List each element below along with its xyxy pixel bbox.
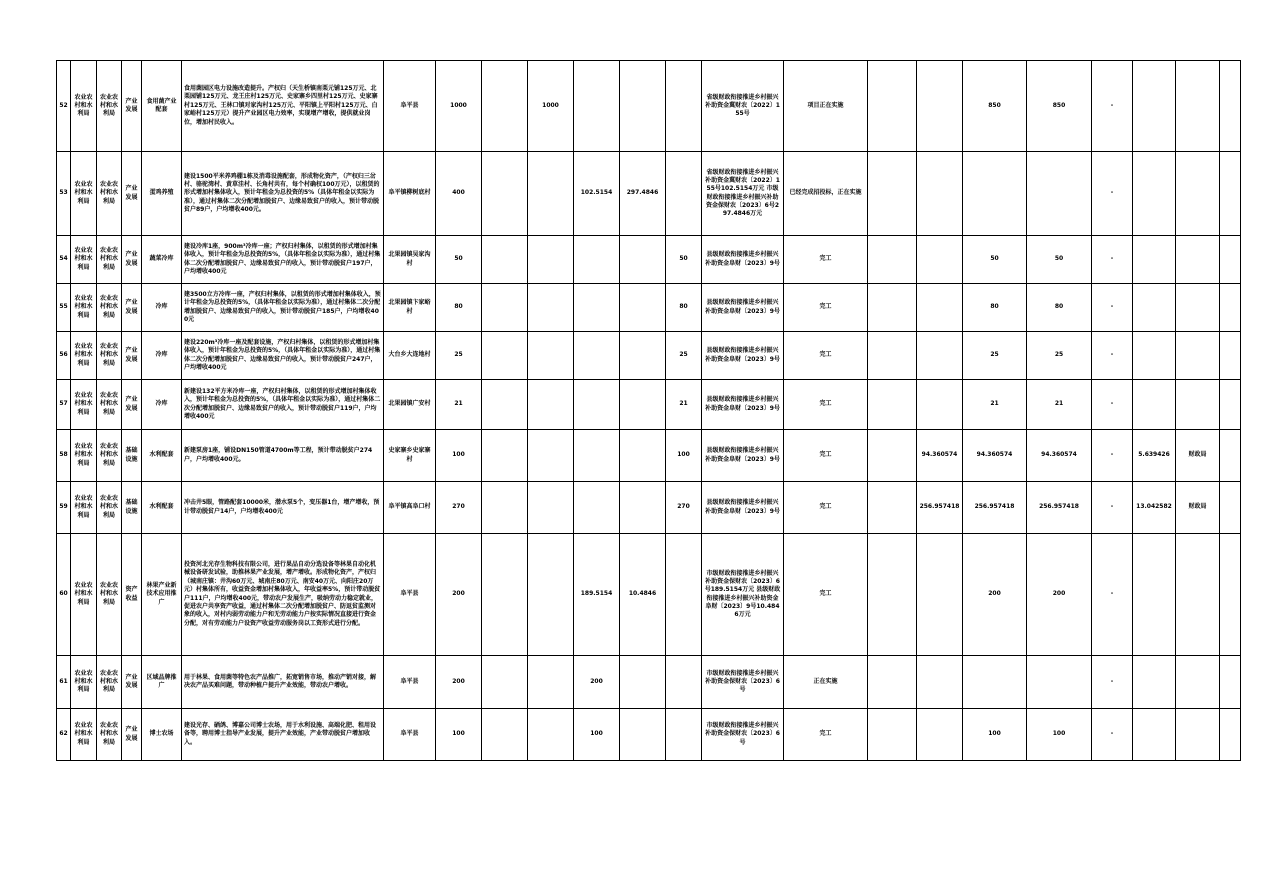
amount-cell <box>482 236 528 284</box>
amount-cell <box>574 332 620 380</box>
responsible-unit-cell: 农业农村和水利局 <box>97 482 122 534</box>
status-cell: 完工 <box>784 284 868 332</box>
amount-cell: 256.957418 <box>1027 482 1092 534</box>
amount-cell <box>528 332 574 380</box>
unit-cell: 农业农村和水利局 <box>71 430 97 482</box>
total-investment-cell: 50 <box>436 236 482 284</box>
amount-cell: 256.957418 <box>963 482 1027 534</box>
table-row <box>57 656 1241 709</box>
project-name-cell: 博士农场 <box>142 709 182 761</box>
location-cell: 北果园镇广安村 <box>384 380 436 430</box>
total-investment-cell: 100 <box>436 430 482 482</box>
row-number-cell: 60 <box>57 534 71 656</box>
project-type-cell: 产业发展 <box>122 236 142 284</box>
status-cell: 完工 <box>784 534 868 656</box>
amount-cell <box>620 430 666 482</box>
location-cell: 阜平县 <box>384 656 436 709</box>
amount-cell <box>1027 656 1092 709</box>
amount-cell <box>917 332 963 380</box>
fund-source-cell: 县级财政衔接推进乡村振兴补助资金阜财〔2023〕9号 <box>702 284 784 332</box>
table-row <box>57 380 1241 430</box>
project-type-cell: 产业发展 <box>122 656 142 709</box>
department-cell <box>1176 709 1220 761</box>
location-cell: 大台乡大连地村 <box>384 332 436 380</box>
total-investment-cell: 1000 <box>436 61 482 152</box>
location-cell: 阜平县 <box>384 534 436 656</box>
department-cell <box>1176 61 1220 152</box>
responsible-unit-cell: 农业农村和水利局 <box>97 332 122 380</box>
amount-cell: 200 <box>574 656 620 709</box>
fund-source-cell: 县级财政衔接推进乡村振兴补助资金阜财〔2023〕9号 <box>702 332 784 380</box>
amount-cell <box>666 61 702 152</box>
department-cell <box>1176 380 1220 430</box>
status-cell: 完工 <box>784 332 868 380</box>
project-type-cell: 基础设施 <box>122 430 142 482</box>
amount-cell <box>574 430 620 482</box>
amount-cell <box>574 236 620 284</box>
amount-cell: 100 <box>666 430 702 482</box>
fund-source-cell: 市级财政衔接推进乡村振兴补助资金保财农〔2023〕6号189.5154万元 县级财政衔接推进乡村振兴补助资金阜财〔2023〕9号10.4846万元 <box>702 534 784 656</box>
amount-cell <box>868 236 917 284</box>
amount-cell <box>666 534 702 656</box>
amount-cell <box>666 152 702 236</box>
unit-cell: 农业农村和水利局 <box>71 236 97 284</box>
location-cell: 阜平县 <box>384 61 436 152</box>
location-cell: 阜平县 <box>384 709 436 761</box>
amount-cell <box>528 380 574 430</box>
responsible-unit-cell: 农业农村和水利局 <box>97 284 122 332</box>
table-row <box>57 430 1241 482</box>
remark-cell <box>1220 534 1241 656</box>
amount-cell: 50 <box>1027 236 1092 284</box>
amount-cell <box>620 380 666 430</box>
responsible-unit-cell: 农业农村和水利局 <box>97 152 122 236</box>
remark-cell <box>1220 430 1241 482</box>
fund-source-cell: 市级财政衔接推进乡村振兴补助资金保财农〔2023〕6号 <box>702 709 784 761</box>
row-number-cell: 52 <box>57 61 71 152</box>
location-cell: 北果园镇卞家峪村 <box>384 284 436 332</box>
amount-cell: 100 <box>963 709 1027 761</box>
project-description-cell: 冲击井5眼，管路配套10000米，潜水泵5个，变压器1台，增产增收，预计带动脱贫户14户，户均增收400元 <box>182 482 384 534</box>
department-cell <box>1176 152 1220 236</box>
amount-cell: - <box>1092 430 1133 482</box>
fund-source-cell: 市级财政衔接推进乡村振兴补助资金保财农〔2023〕6号 <box>702 656 784 709</box>
amount-cell <box>1133 284 1176 332</box>
table-row <box>57 709 1241 761</box>
row-number-cell: 55 <box>57 284 71 332</box>
department-cell <box>1176 656 1220 709</box>
table-row <box>57 236 1241 284</box>
location-cell: 北果园镇吴家沟村 <box>384 236 436 284</box>
location-cell: 史家寨乡史家寨村 <box>384 430 436 482</box>
amount-cell <box>868 656 917 709</box>
amount-cell <box>1133 61 1176 152</box>
amount-cell: 94.360574 <box>1027 430 1092 482</box>
location-cell: 阜平镇柳树底村 <box>384 152 436 236</box>
amount-cell <box>1133 709 1176 761</box>
amount-cell <box>482 534 528 656</box>
amount-cell <box>574 482 620 534</box>
amount-cell <box>482 430 528 482</box>
amount-cell <box>528 284 574 332</box>
amount-cell <box>528 152 574 236</box>
amount-cell <box>868 709 917 761</box>
amount-cell <box>868 284 917 332</box>
project-description-cell: 新建设132平方米冷库一座，产权归村集体，以租赁的形式增加村集体收入，预计年租金为总投资的5%，（具体年租金以实际为准），通过村集体二次分配增加脱贫户、边缘易致贫户的收入，预计带动脱贫户119户，户均增收400元 <box>182 380 384 430</box>
project-name-cell: 蛋鸡养殖 <box>142 152 182 236</box>
table-body <box>57 61 1241 761</box>
amount-cell: 5.639426 <box>1133 430 1176 482</box>
project-type-cell: 产业发展 <box>122 332 142 380</box>
total-investment-cell: 80 <box>436 284 482 332</box>
remark-cell <box>1220 61 1241 152</box>
amount-cell <box>1133 656 1176 709</box>
project-name-cell: 水利配套 <box>142 430 182 482</box>
amount-cell <box>917 236 963 284</box>
amount-cell <box>917 709 963 761</box>
amount-cell: 10.4846 <box>620 534 666 656</box>
amount-cell <box>917 534 963 656</box>
project-description-cell: 食用菌园区电力设施改造提升。产权归（天生桥镇南栗元铺125万元、北栗园铺125万元、龙王庄村125万元、史家寨乡四里村125万元、史家寨村125万元、王林口镇对家沟村125万元、平阳镇上平阳村125万元、白家峪村125万元）提升产业园区电力效率，实现增产增收，提供就业岗位，增加村民收入。 <box>182 61 384 152</box>
remark-cell <box>1220 656 1241 709</box>
amount-cell: - <box>1092 152 1133 236</box>
amount-cell: 94.360574 <box>917 430 963 482</box>
amount-cell: 25 <box>666 332 702 380</box>
amount-cell <box>917 380 963 430</box>
status-cell: 已经完成招投标，正在实施 <box>784 152 868 236</box>
amount-cell <box>620 332 666 380</box>
amount-cell: 200 <box>1027 534 1092 656</box>
amount-cell <box>868 482 917 534</box>
table-row <box>57 152 1241 236</box>
responsible-unit-cell: 农业农村和水利局 <box>97 709 122 761</box>
unit-cell: 农业农村和水利局 <box>71 380 97 430</box>
project-type-cell: 产业发展 <box>122 152 142 236</box>
remark-cell <box>1220 236 1241 284</box>
department-cell <box>1176 236 1220 284</box>
status-cell: 完工 <box>784 482 868 534</box>
amount-cell: - <box>1092 534 1133 656</box>
status-cell: 完工 <box>784 430 868 482</box>
amount-cell <box>574 380 620 430</box>
unit-cell: 农业农村和水利局 <box>71 656 97 709</box>
project-description-cell: 建设1500平米养鸡棚1栋及消毒设施配套，形成物化资产，（产权归三岔村、骆驼湾村、黄草洼村、长角村共有，每个村确权100万元），以租赁的形式增加村集体收入，预计年租金为总投资的5%（具体年租金以实际为准），通过村集体二次分配增加脱贫户、边缘易致贫户的收入，预计带动脱贫户89户，户均增收400元。 <box>182 152 384 236</box>
amount-cell <box>868 380 917 430</box>
project-name-cell: 冷库 <box>142 284 182 332</box>
unit-cell: 农业农村和水利局 <box>71 152 97 236</box>
amount-cell <box>1133 152 1176 236</box>
total-investment-cell: 200 <box>436 656 482 709</box>
amount-cell <box>1133 332 1176 380</box>
amount-cell: 21 <box>963 380 1027 430</box>
total-investment-cell: 25 <box>436 332 482 380</box>
status-cell: 完工 <box>784 380 868 430</box>
project-name-cell: 水利配套 <box>142 482 182 534</box>
remark-cell <box>1220 380 1241 430</box>
amount-cell <box>574 61 620 152</box>
fund-source-cell: 县级财政衔接推进乡村振兴补助资金阜财〔2023〕9号 <box>702 430 784 482</box>
amount-cell <box>1027 152 1092 236</box>
amount-cell <box>620 61 666 152</box>
amount-cell: 94.360574 <box>963 430 1027 482</box>
amount-cell: - <box>1092 61 1133 152</box>
table-row <box>57 284 1241 332</box>
table-row <box>57 61 1241 152</box>
amount-cell: 1000 <box>528 61 574 152</box>
amount-cell <box>868 534 917 656</box>
project-name-cell: 蔬菜冷库 <box>142 236 182 284</box>
amount-cell <box>1133 380 1176 430</box>
row-number-cell: 62 <box>57 709 71 761</box>
project-table <box>56 60 1241 761</box>
amount-cell <box>917 284 963 332</box>
project-name-cell: 冷库 <box>142 332 182 380</box>
amount-cell <box>620 236 666 284</box>
row-number-cell: 54 <box>57 236 71 284</box>
amount-cell <box>528 709 574 761</box>
amount-cell: 102.5154 <box>574 152 620 236</box>
amount-cell <box>868 430 917 482</box>
amount-cell: 50 <box>963 236 1027 284</box>
amount-cell <box>482 656 528 709</box>
amount-cell <box>482 482 528 534</box>
project-name-cell: 林果产业新技术应用推广 <box>142 534 182 656</box>
amount-cell <box>868 152 917 236</box>
fund-source-cell: 县级财政衔接推进乡村振兴补助资金阜财〔2023〕9号 <box>702 236 784 284</box>
amount-cell <box>574 284 620 332</box>
amount-cell <box>1133 534 1176 656</box>
remark-cell <box>1220 332 1241 380</box>
amount-cell <box>1133 236 1176 284</box>
project-description-cell: 建设220m³冷库一座及配套设施，产权归村集体，以租赁的形式增加村集体收入，预计年租金为总投资的5%，（具体年租金以实际为准），通过村集体二次分配增加脱贫户、边缘易致贫户的收入，预计带动脱贫户247户，户均增收400元 <box>182 332 384 380</box>
responsible-unit-cell: 农业农村和水利局 <box>97 430 122 482</box>
table-row <box>57 534 1241 656</box>
status-cell: 完工 <box>784 709 868 761</box>
amount-cell <box>620 656 666 709</box>
amount-cell: 256.957418 <box>917 482 963 534</box>
amount-cell <box>917 61 963 152</box>
amount-cell: - <box>1092 332 1133 380</box>
total-investment-cell: 270 <box>436 482 482 534</box>
responsible-unit-cell: 农业农村和水利局 <box>97 61 122 152</box>
remark-cell <box>1220 709 1241 761</box>
remark-cell <box>1220 284 1241 332</box>
amount-cell: - <box>1092 709 1133 761</box>
status-cell: 完工 <box>784 236 868 284</box>
responsible-unit-cell: 农业农村和水利局 <box>97 380 122 430</box>
unit-cell: 农业农村和水利局 <box>71 332 97 380</box>
project-type-cell: 产业发展 <box>122 380 142 430</box>
amount-cell <box>528 430 574 482</box>
responsible-unit-cell: 农业农村和水利局 <box>97 236 122 284</box>
table-row <box>57 332 1241 380</box>
project-type-cell: 产业发展 <box>122 709 142 761</box>
amount-cell: 25 <box>1027 332 1092 380</box>
unit-cell: 农业农村和水利局 <box>71 284 97 332</box>
amount-cell <box>963 152 1027 236</box>
fund-source-cell: 省级财政衔接推进乡村振兴补助资金冀财农〔2022〕155号 <box>702 61 784 152</box>
unit-cell: 农业农村和水利局 <box>71 61 97 152</box>
project-description-cell: 用于林果、食用菌等特色农产品推广，拓宽销售市场，推动产销对接，解决农产品买难问题，带动种植户提升产业效能，带动农户增收。 <box>182 656 384 709</box>
project-name-cell: 冷库 <box>142 380 182 430</box>
amount-cell <box>963 656 1027 709</box>
amount-cell <box>528 482 574 534</box>
amount-cell: 270 <box>666 482 702 534</box>
row-number-cell: 57 <box>57 380 71 430</box>
fund-source-cell: 县级财政衔接推进乡村振兴补助资金阜财〔2023〕9号 <box>702 380 784 430</box>
amount-cell <box>620 482 666 534</box>
amount-cell: 80 <box>1027 284 1092 332</box>
amount-cell: 100 <box>574 709 620 761</box>
project-type-cell: 资产收益 <box>122 534 142 656</box>
amount-cell: 13.042582 <box>1133 482 1176 534</box>
amount-cell: - <box>1092 236 1133 284</box>
row-number-cell: 56 <box>57 332 71 380</box>
project-type-cell: 产业发展 <box>122 284 142 332</box>
project-description-cell: 建3500立方冷库一座，产权归村集体，以租赁的形式增加村集体收入，预计年租金为总投资的5%，（具体年租金以实际为准），通过村集体二次分配增加脱贫户、边缘易致贫户的收入，预计带动脱贫户185户，户均增收400元 <box>182 284 384 332</box>
department-cell: 财政局 <box>1176 482 1220 534</box>
table-row <box>57 482 1241 534</box>
total-investment-cell: 21 <box>436 380 482 430</box>
amount-cell: 50 <box>666 236 702 284</box>
amount-cell <box>482 332 528 380</box>
amount-cell: - <box>1092 656 1133 709</box>
unit-cell: 农业农村和水利局 <box>71 709 97 761</box>
total-investment-cell: 100 <box>436 709 482 761</box>
amount-cell <box>482 709 528 761</box>
amount-cell: 200 <box>963 534 1027 656</box>
amount-cell: 80 <box>666 284 702 332</box>
amount-cell: 25 <box>963 332 1027 380</box>
amount-cell <box>917 656 963 709</box>
amount-cell <box>528 656 574 709</box>
amount-cell: - <box>1092 380 1133 430</box>
department-cell <box>1176 332 1220 380</box>
responsible-unit-cell: 农业农村和水利局 <box>97 534 122 656</box>
project-type-cell: 基础设施 <box>122 482 142 534</box>
amount-cell <box>482 152 528 236</box>
fund-source-cell: 县级财政衔接推进乡村振兴补助资金阜财〔2023〕9号 <box>702 482 784 534</box>
amount-cell: 100 <box>1027 709 1092 761</box>
amount-cell <box>482 284 528 332</box>
row-number-cell: 59 <box>57 482 71 534</box>
amount-cell <box>917 152 963 236</box>
amount-cell: 297.4846 <box>620 152 666 236</box>
department-cell <box>1176 284 1220 332</box>
amount-cell <box>482 61 528 152</box>
amount-cell <box>482 380 528 430</box>
amount-cell <box>620 709 666 761</box>
amount-cell: 850 <box>1027 61 1092 152</box>
amount-cell: - <box>1092 482 1133 534</box>
amount-cell: 850 <box>963 61 1027 152</box>
amount-cell <box>868 332 917 380</box>
fund-source-cell: 省级财政衔接推进乡村振兴补助资金冀财农〔2022〕155号102.5154万元 市级财政衔接推进乡村振兴补助资金保财农〔2023〕6号297.4846万元 <box>702 152 784 236</box>
amount-cell <box>666 709 702 761</box>
amount-cell: 189.5154 <box>574 534 620 656</box>
location-cell: 阜平镇高阜口村 <box>384 482 436 534</box>
amount-cell: 21 <box>1027 380 1092 430</box>
amount-cell <box>528 534 574 656</box>
amount-cell: 80 <box>963 284 1027 332</box>
responsible-unit-cell: 农业农村和水利局 <box>97 656 122 709</box>
status-cell: 正在实施 <box>784 656 868 709</box>
amount-cell <box>868 61 917 152</box>
project-name-cell: 区域品牌推广 <box>142 656 182 709</box>
amount-cell <box>666 656 702 709</box>
row-number-cell: 58 <box>57 430 71 482</box>
project-description-cell: 建设冷库1座，900m³冷库一座；产权归村集体，以租赁的形式增加村集体收入，预计年租金为总投资的5%，（具体年租金以实际为准），通过村集体二次分配增加脱贫户、边缘易致贫户的收入，预计带动脱贫户197户，户均增收400元 <box>182 236 384 284</box>
unit-cell: 农业农村和水利局 <box>71 482 97 534</box>
status-cell: 项目正在实施 <box>784 61 868 152</box>
total-investment-cell: 400 <box>436 152 482 236</box>
amount-cell <box>528 236 574 284</box>
total-investment-cell: 200 <box>436 534 482 656</box>
project-type-cell: 产业发展 <box>122 61 142 152</box>
unit-cell: 农业农村和水利局 <box>71 534 97 656</box>
remark-cell <box>1220 482 1241 534</box>
amount-cell <box>620 284 666 332</box>
project-description-cell: 建设光存、硒鸽、博嘉公司博士农场，用于水利设施、高端化肥、租用设备等，聘用博士指导产业发展，提升产业效能，产业带动脱贫户增加收入。 <box>182 709 384 761</box>
project-description-cell: 投资河北光存生物科技有限公司，进行果品自动分选设备等林果自动化机械设备研发试验，助推林果产业发展，增产增收。形成物化资产，产权归（城南庄镇：井沟60万元、城南庄80万元、南安40万元、向阳庄20万元）村集体所有，收益资金增加村集体收入，年收益率5%，预计带动脱贫户111户，户均增收400元，带动农户发展生产，吸纳劳动力稳定就业，促进农户共享资产收益，通过村集体二次分配增加脱贫户、防返贫监测对象的收入，对村内弱劳动能力户和无劳动能力户按实际情况直接进行资金分配，对有劳动能力户设资产收益劳动服务岗以工资形式进行分配。 <box>182 534 384 656</box>
row-number-cell: 53 <box>57 152 71 236</box>
amount-cell: 21 <box>666 380 702 430</box>
amount-cell: - <box>1092 284 1133 332</box>
department-cell <box>1176 534 1220 656</box>
row-number-cell: 61 <box>57 656 71 709</box>
department-cell: 财政局 <box>1176 430 1220 482</box>
project-name-cell: 食用菌产业配套 <box>142 61 182 152</box>
project-description-cell: 新建泵房1座，铺设DN150管道4700m等工程，预计带动脱贫户274户，户均增收400元。 <box>182 430 384 482</box>
remark-cell <box>1220 152 1241 236</box>
